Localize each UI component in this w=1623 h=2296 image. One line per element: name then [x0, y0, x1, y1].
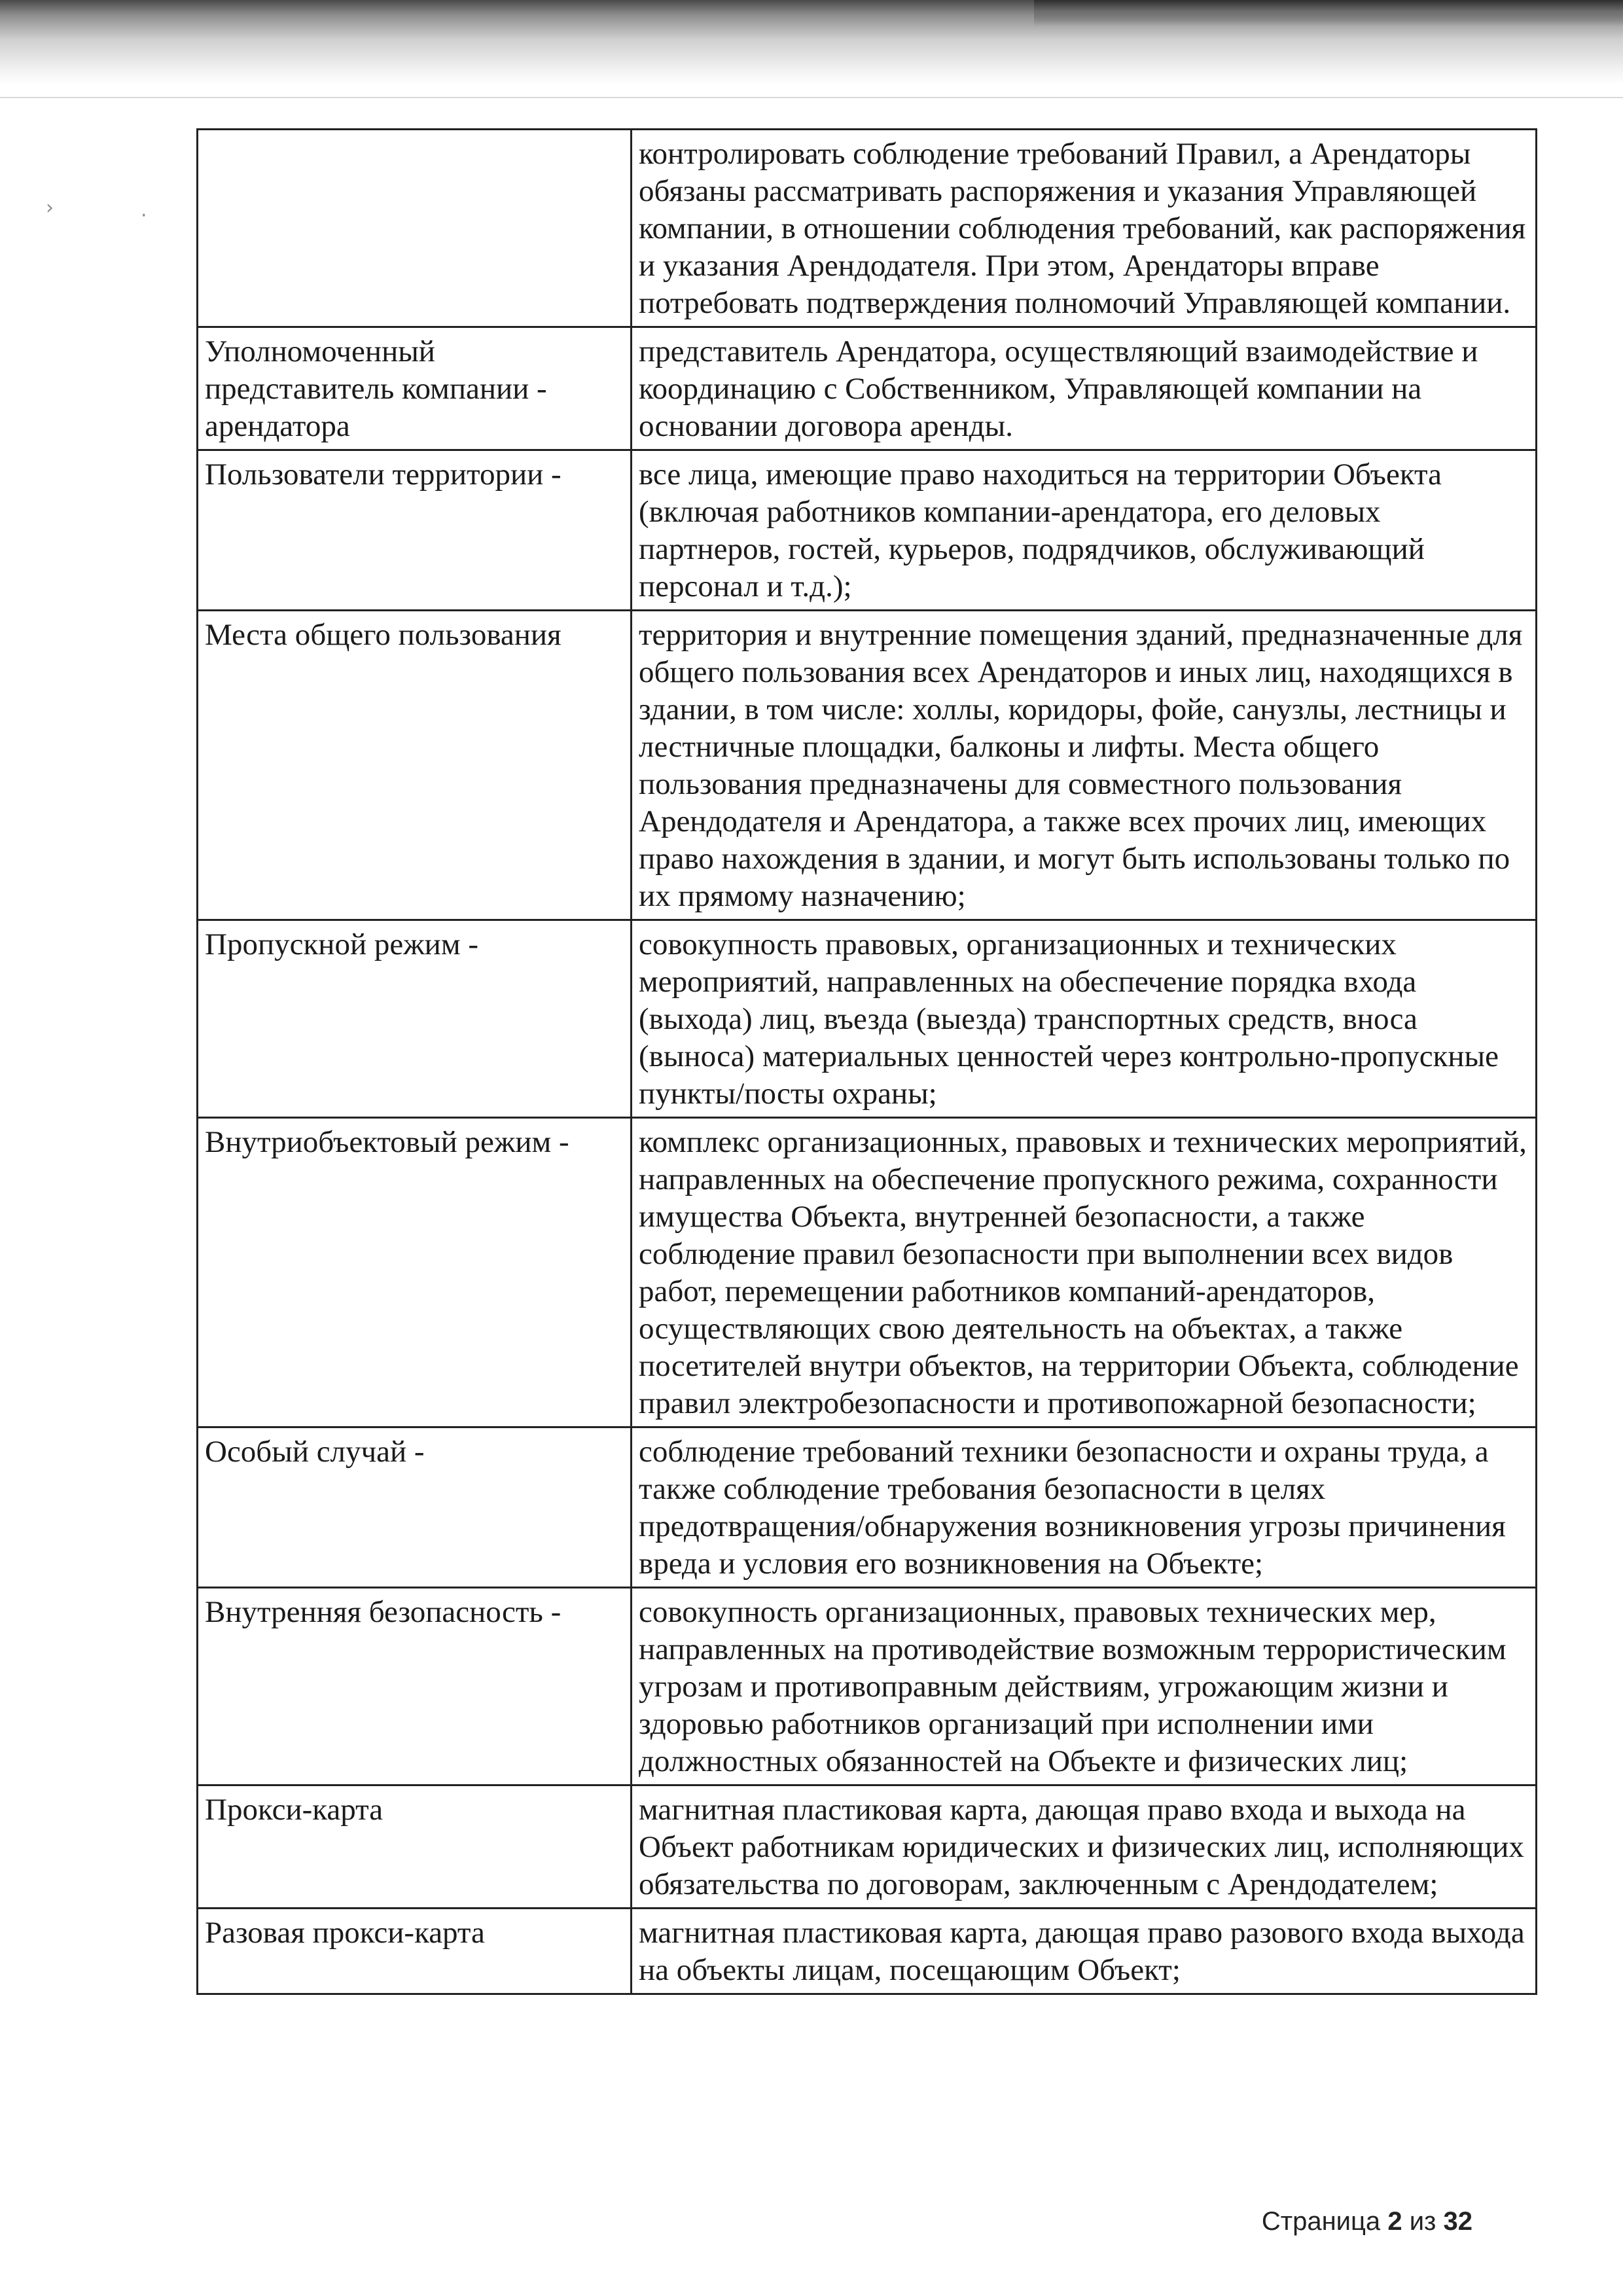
current-page: 2: [1387, 2207, 1402, 2236]
table-row: [198, 1785, 1537, 1909]
definition-cell: магнитная пластиковая карта, дающая право входа и выхода на Объект работникам юридических и физических лиц, исполняющих обязательства по договорам, заключенным с Арендодателем;: [632, 1785, 1537, 1909]
scan-speck: ›: [46, 196, 54, 219]
table-row: [198, 1118, 1537, 1427]
definition-cell: совокупность организационных, правовых технических мер, направленных на противодействие возможным террористическим угрозам и противоправным действиям, угрожающим жизни и здоровью работников организаций при исполнении ими должностных обязанностей на Объекте и физических лиц;: [632, 1588, 1537, 1785]
definition-cell: территория и внутренние помещения зданий, предназначенные для общего пользования всех Арендаторов и иных лиц, находящихся в здании, в том числе: холлы, коридоры, фойе, санузлы, лестницы и лестничные площадки, балконы и лифты. Места общего пользования предназначены для совместного пользования Арендодателя и Арендатора, а также всех прочих лиц, имеющих право нахождения в здании, и могут быть использованы только по их прямому назначению;: [632, 611, 1537, 920]
table-row: [198, 1427, 1537, 1588]
term-cell: Пользователи территории -: [198, 450, 632, 611]
definition-cell: магнитная пластиковая карта, дающая право разового входа выхода на объекты лицам, посещающим Объект;: [632, 1909, 1537, 1994]
table-row: [198, 1909, 1537, 1994]
page-number: [1262, 2207, 1472, 2236]
definition-cell: комплекс организационных, правовых и технических мероприятий, направленных на обеспечение пропускного режима, сохранности имущества Объекта, внутренней безопасности, а также соблюдение правил безопасности при выполнении всех видов работ, перемещении работников компаний-арендаторов, осуществляющих свою деятельность на объектах, а также посетителей внутри объектов, на территории Объекта, соблюдение правил электробезопасности и противопожарной безопасности;: [632, 1118, 1537, 1427]
definition-cell: представитель Арендатора, осуществляющий взаимодействие и координацию с Собственником, Управляющей компании на основании договора аренды.: [632, 327, 1537, 450]
of-label: из: [1409, 2207, 1436, 2236]
term-cell: Пропускной режим -: [198, 920, 632, 1118]
table-row: [198, 327, 1537, 450]
definition-cell: все лица, имеющие право находиться на территории Объекта (включая работников компании-арендатора, его деловых партнеров, гостей, курьеров, подрядчиков, обслуживающий персонал и т.д.);: [632, 450, 1537, 611]
table-row: [198, 920, 1537, 1118]
scan-edge-line: [0, 97, 1623, 98]
scan-shadow-corner: [1034, 0, 1623, 26]
definition-cell: соблюдение требований техники безопасности и охраны труда, а также соблюдение требования безопасности в целях предотвращения/обнаружения возникновения угрозы причинения вреда и условия его возникновения на Объекте;: [632, 1427, 1537, 1588]
definition-cell: совокупность правовых, организационных и технических мероприятий, направленных на обеспечение порядка входа (выхода) лиц, въезда (выезда) транспортных средств, вноса (выноса) материальных ценностей через контрольно-пропускные пункты/посты охраны;: [632, 920, 1537, 1118]
table-row: [198, 130, 1537, 327]
definitions-table: [196, 128, 1537, 1995]
total-pages: 32: [1443, 2207, 1472, 2236]
definition-cell: контролировать соблюдение требований Правил, а Арендаторы обязаны рассматривать распоряжения и указания Управляющей компании, в отношении соблюдения требований, как распоряжения и указания Арендодателя. При этом, Арендаторы вправе потребовать подтверждения полномочий Управляющей компании.: [632, 130, 1537, 327]
term-cell: Особый случай -: [198, 1427, 632, 1588]
scan-speck: ·: [141, 204, 147, 227]
table-row: [198, 450, 1537, 611]
term-cell: Внутриобъектовый режим -: [198, 1118, 632, 1427]
term-cell: Разовая прокси-карта: [198, 1909, 632, 1994]
term-cell: Внутренняя безопасность -: [198, 1588, 632, 1785]
term-cell: Прокси-карта: [198, 1785, 632, 1909]
table-row: [198, 1588, 1537, 1785]
term-cell: Уполномоченный представитель компании - арендатора: [198, 327, 632, 450]
term-cell: [198, 130, 632, 327]
term-cell: Места общего пользования: [198, 611, 632, 920]
table-row: [198, 611, 1537, 920]
page-label: Страница: [1261, 2207, 1381, 2236]
